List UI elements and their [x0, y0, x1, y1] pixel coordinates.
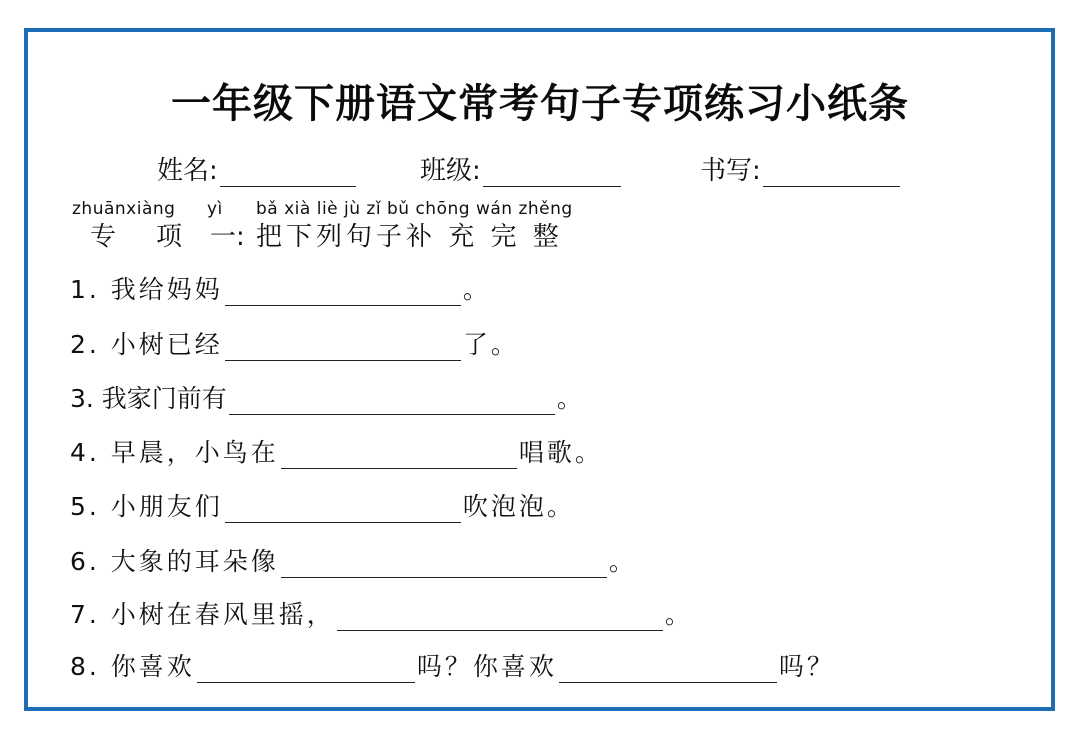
question-5-text: 5. 小朋友们 — [70, 492, 223, 521]
question-2-text: 2. 小树已经 — [70, 330, 223, 359]
question-4-end: 唱歌。 — [518, 438, 603, 467]
question-4-blank[interactable] — [281, 438, 517, 469]
question-5-blank[interactable] — [225, 492, 461, 523]
worksheet-title: 一年级下册语文常考句子专项练习小纸条 — [171, 81, 909, 127]
question-8-end: 吗？ — [778, 652, 835, 681]
question-7 — [70, 595, 693, 631]
question-1 — [70, 270, 491, 306]
question-6-text: 6. 大象的耳朵像 — [70, 547, 279, 576]
section-label-zhuan: 专 — [90, 222, 117, 252]
question-8-blank-2[interactable] — [559, 652, 777, 683]
question-7-blank[interactable] — [337, 600, 663, 631]
writing-blank[interactable] — [763, 158, 900, 187]
question-6 — [70, 542, 637, 578]
class-blank[interactable] — [483, 158, 621, 187]
class-label: 班级: — [420, 156, 481, 186]
pinyin-instruction: bǎ xià liè jù zǐ bǔ chōng wán zhěng — [256, 199, 573, 219]
section-label-yi: 一: — [210, 222, 245, 252]
question-2-blank[interactable] — [225, 330, 461, 361]
question-4-text: 4. 早晨，小鸟在 — [70, 438, 279, 467]
writing-label: 书写: — [700, 156, 761, 186]
name-field[interactable] — [157, 150, 356, 187]
question-7-end: 。 — [664, 600, 693, 629]
section-label-xiang: 项 — [156, 222, 183, 252]
question-1-end: 。 — [462, 275, 491, 304]
question-2 — [70, 325, 519, 361]
question-8-blank-1[interactable] — [197, 652, 415, 683]
name-label: 姓名: — [157, 156, 218, 186]
class-field[interactable] — [420, 150, 621, 187]
name-blank[interactable] — [220, 158, 356, 187]
question-3 — [70, 379, 582, 415]
question-4 — [70, 433, 603, 469]
question-3-end: 。 — [556, 384, 582, 413]
question-1-blank[interactable] — [225, 275, 461, 306]
section-instruction: 把下列句子补 充 完 整 — [256, 222, 563, 252]
writing-field[interactable] — [700, 150, 900, 187]
question-2-end: 了。 — [462, 330, 519, 359]
question-8-text: 8. 你喜欢 — [70, 652, 195, 681]
question-3-text: 3. 我家门前有 — [70, 384, 227, 413]
pinyin-zhuanxiang: zhuānxiàng — [72, 199, 176, 219]
question-7-text: 7. 小树在春风里摇， — [70, 600, 335, 629]
question-6-end: 。 — [608, 547, 637, 576]
question-3-blank[interactable] — [229, 384, 555, 415]
pinyin-yi: yì — [207, 199, 223, 219]
question-6-blank[interactable] — [281, 547, 607, 578]
question-8-middle: 吗？你喜欢 — [416, 652, 557, 681]
question-8 — [70, 647, 835, 683]
question-5-end: 吹泡泡。 — [462, 492, 575, 521]
question-1-text: 1. 我给妈妈 — [70, 275, 223, 304]
question-5 — [70, 487, 575, 523]
